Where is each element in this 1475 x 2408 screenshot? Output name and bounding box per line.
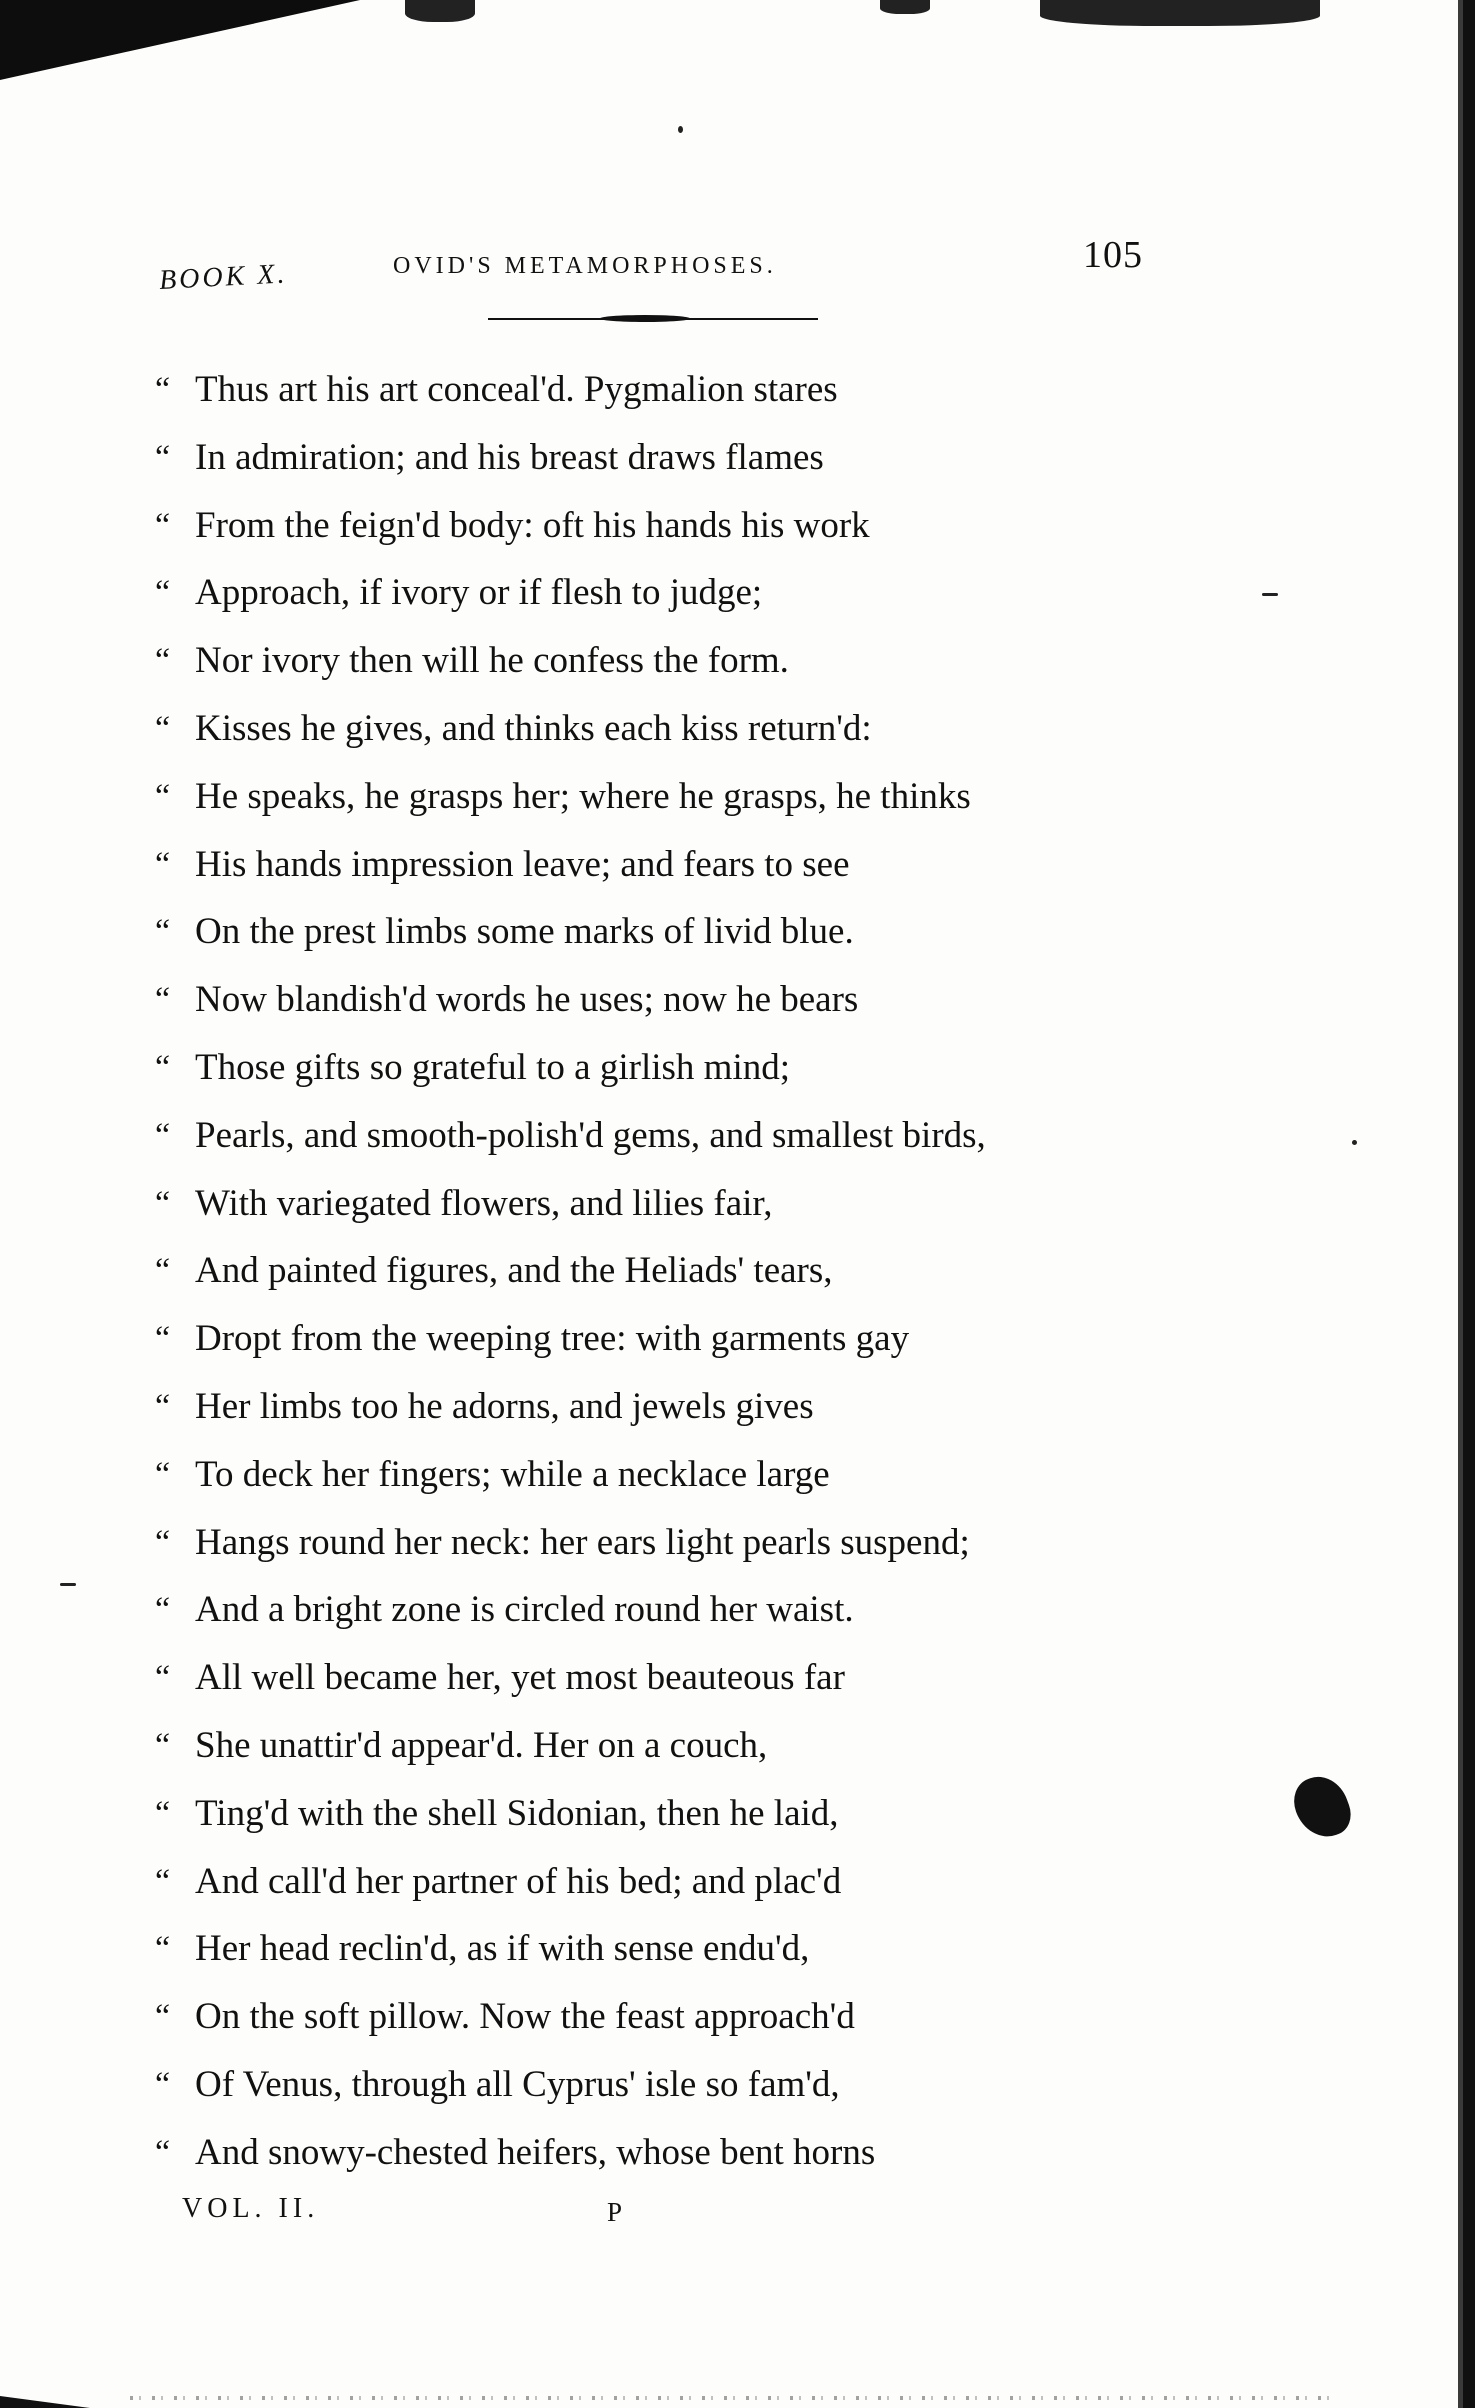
verse-line [155,1915,1195,1983]
line-quote-mark: “ [155,777,171,815]
verse-line [155,1644,1195,1712]
verse-block [155,356,1195,2187]
line-quote-mark: “ [155,845,171,883]
line-quote-mark: “ [155,438,171,476]
scan-edge-bottom-left [0,2396,90,2408]
verse-line-text: And call'd her partner of his bed; and plac'd [195,1860,842,1902]
verse-line [155,1983,1195,2051]
line-quote-mark: “ [155,2133,171,2171]
book-label: BOOK X. [158,258,289,297]
ink-blot-right-margin [1287,1769,1357,1845]
verse-line-text: Of Venus, through all Cyprus' isle so fam'd, [195,2063,840,2105]
verse-line [155,1576,1195,1644]
verse-line-text: And a bright zone is circled round her waist. [195,1589,854,1631]
line-quote-mark: “ [155,642,171,680]
verse-line [155,1034,1195,1102]
verse-line-text: Thus art his art conceal'd. Pygmalion stares [195,369,838,410]
verse-line [155,2051,1195,2119]
verse-line-text: On the prest limbs some marks of livid blue. [195,911,854,953]
verse-line [155,356,1195,424]
scan-blot-top [1040,0,1320,26]
verse-line [155,1441,1195,1509]
page-number: 105 [1083,234,1143,276]
line-quote-mark: “ [155,981,171,1019]
gathering-mark: P [607,2197,623,2227]
verse-line-text: Kisses he gives, and thinks each kiss return'd: [195,707,872,749]
verse-line-text: On the soft pillow. Now the feast approach'd [195,1996,855,2038]
line-quote-mark: “ [155,2065,171,2103]
verse-line [155,424,1195,492]
line-quote-mark: “ [155,1387,171,1425]
line-quote-mark: “ [155,1184,171,1222]
verse-line-text: Approach, if ivory or if flesh to judge; [195,572,763,614]
line-quote-mark: “ [155,506,171,544]
scan-specks-bottom [130,2396,1330,2400]
verse-line-text: In admiration; and his breast draws flames [195,436,824,478]
line-quote-mark: “ [155,1252,171,1290]
verse-line-text: With variegated flowers, and lilies fair, [195,1182,773,1224]
verse-line-text: Pearls, and smooth-polish'd gems, and smallest birds, [195,1114,986,1156]
verse-line [155,1509,1195,1577]
verse-line-text: He speaks, he grasps her; where he grasps, he thinks [195,775,971,817]
verse-line [155,695,1195,763]
verse-line-text: She unattir'd appear'd. Her on a couch, [195,1724,768,1766]
verse-line [155,1780,1195,1848]
verse-line-text: Her limbs too he adorns, and jewels gives [195,1385,814,1427]
line-quote-mark: “ [155,1659,171,1697]
verse-line-text: Now blandish'd words he uses; now he bears [195,979,859,1021]
scan-edge-top-left [0,0,360,80]
line-quote-mark: “ [155,1116,171,1154]
line-quote-mark: “ [155,1794,171,1832]
line-quote-mark: “ [155,1523,171,1561]
verse-line-text: His hands impression leave; and fears to see [195,843,850,885]
verse-line-text: Ting'd with the shell Sidonian, then he laid, [195,1792,839,1834]
verse-line [155,898,1195,966]
scan-speck [678,126,683,133]
verse-line-text: And painted figures, and the Heliads' tears, [195,1250,833,1292]
verse-line-text: Her head reclin'd, as if with sense endu'd, [195,1928,810,1970]
line-quote-mark: “ [155,1320,171,1358]
verse-line [155,831,1195,899]
line-quote-mark: “ [155,1455,171,1493]
verse-line-text: All well became her, yet most beauteous far [195,1657,845,1699]
verse-line [155,1848,1195,1916]
scan-speck [60,1583,76,1586]
verse-line [155,559,1195,627]
scan-edge-right [1463,0,1475,2408]
verse-line [155,1305,1195,1373]
scan-speck [1262,593,1278,596]
verse-line-text: Those gifts so grateful to a girlish mind; [195,1046,790,1088]
line-quote-mark: “ [155,709,171,747]
verse-line-text: Dropt from the weeping tree: with garments gay [195,1318,910,1360]
verse-line-text: Nor ivory then will he confess the form. [195,640,789,682]
verse-line-text: To deck her fingers; while a necklace large [195,1453,830,1495]
line-quote-mark: “ [155,1726,171,1764]
volume-signature: VOL. II. [182,2193,320,2224]
verse-line-text: And snowy-chested heifers, whose bent horns [195,2131,876,2173]
line-quote-mark: “ [155,1998,171,2036]
running-head [0,225,1475,295]
verse-line [155,1102,1195,1170]
scan-blot-top [405,0,475,22]
line-quote-mark: “ [155,371,171,408]
verse-line-text: From the feign'd body: oft his hands his work [195,504,870,546]
verse-line [155,763,1195,831]
header-rule-swell [600,315,690,322]
verse-line [155,1170,1195,1238]
line-quote-mark: “ [155,1591,171,1629]
scan-blot-top [880,0,930,14]
line-quote-mark: “ [155,1862,171,1900]
verse-line [155,1712,1195,1780]
verse-line [155,966,1195,1034]
line-quote-mark: “ [155,574,171,612]
line-quote-mark: “ [155,1048,171,1086]
line-quote-mark: “ [155,1930,171,1968]
verse-line [155,1237,1195,1305]
verse-line [155,2119,1195,2187]
line-quote-mark: “ [155,913,171,951]
verse-line [155,492,1195,560]
running-title: OVID'S METAMORPHOSES. [393,253,777,279]
verse-line-text: Hangs round her neck: her ears light pearls suspend; [195,1521,970,1563]
verse-line [155,627,1195,695]
scan-speck [1352,1140,1357,1145]
verse-line [155,1373,1195,1441]
